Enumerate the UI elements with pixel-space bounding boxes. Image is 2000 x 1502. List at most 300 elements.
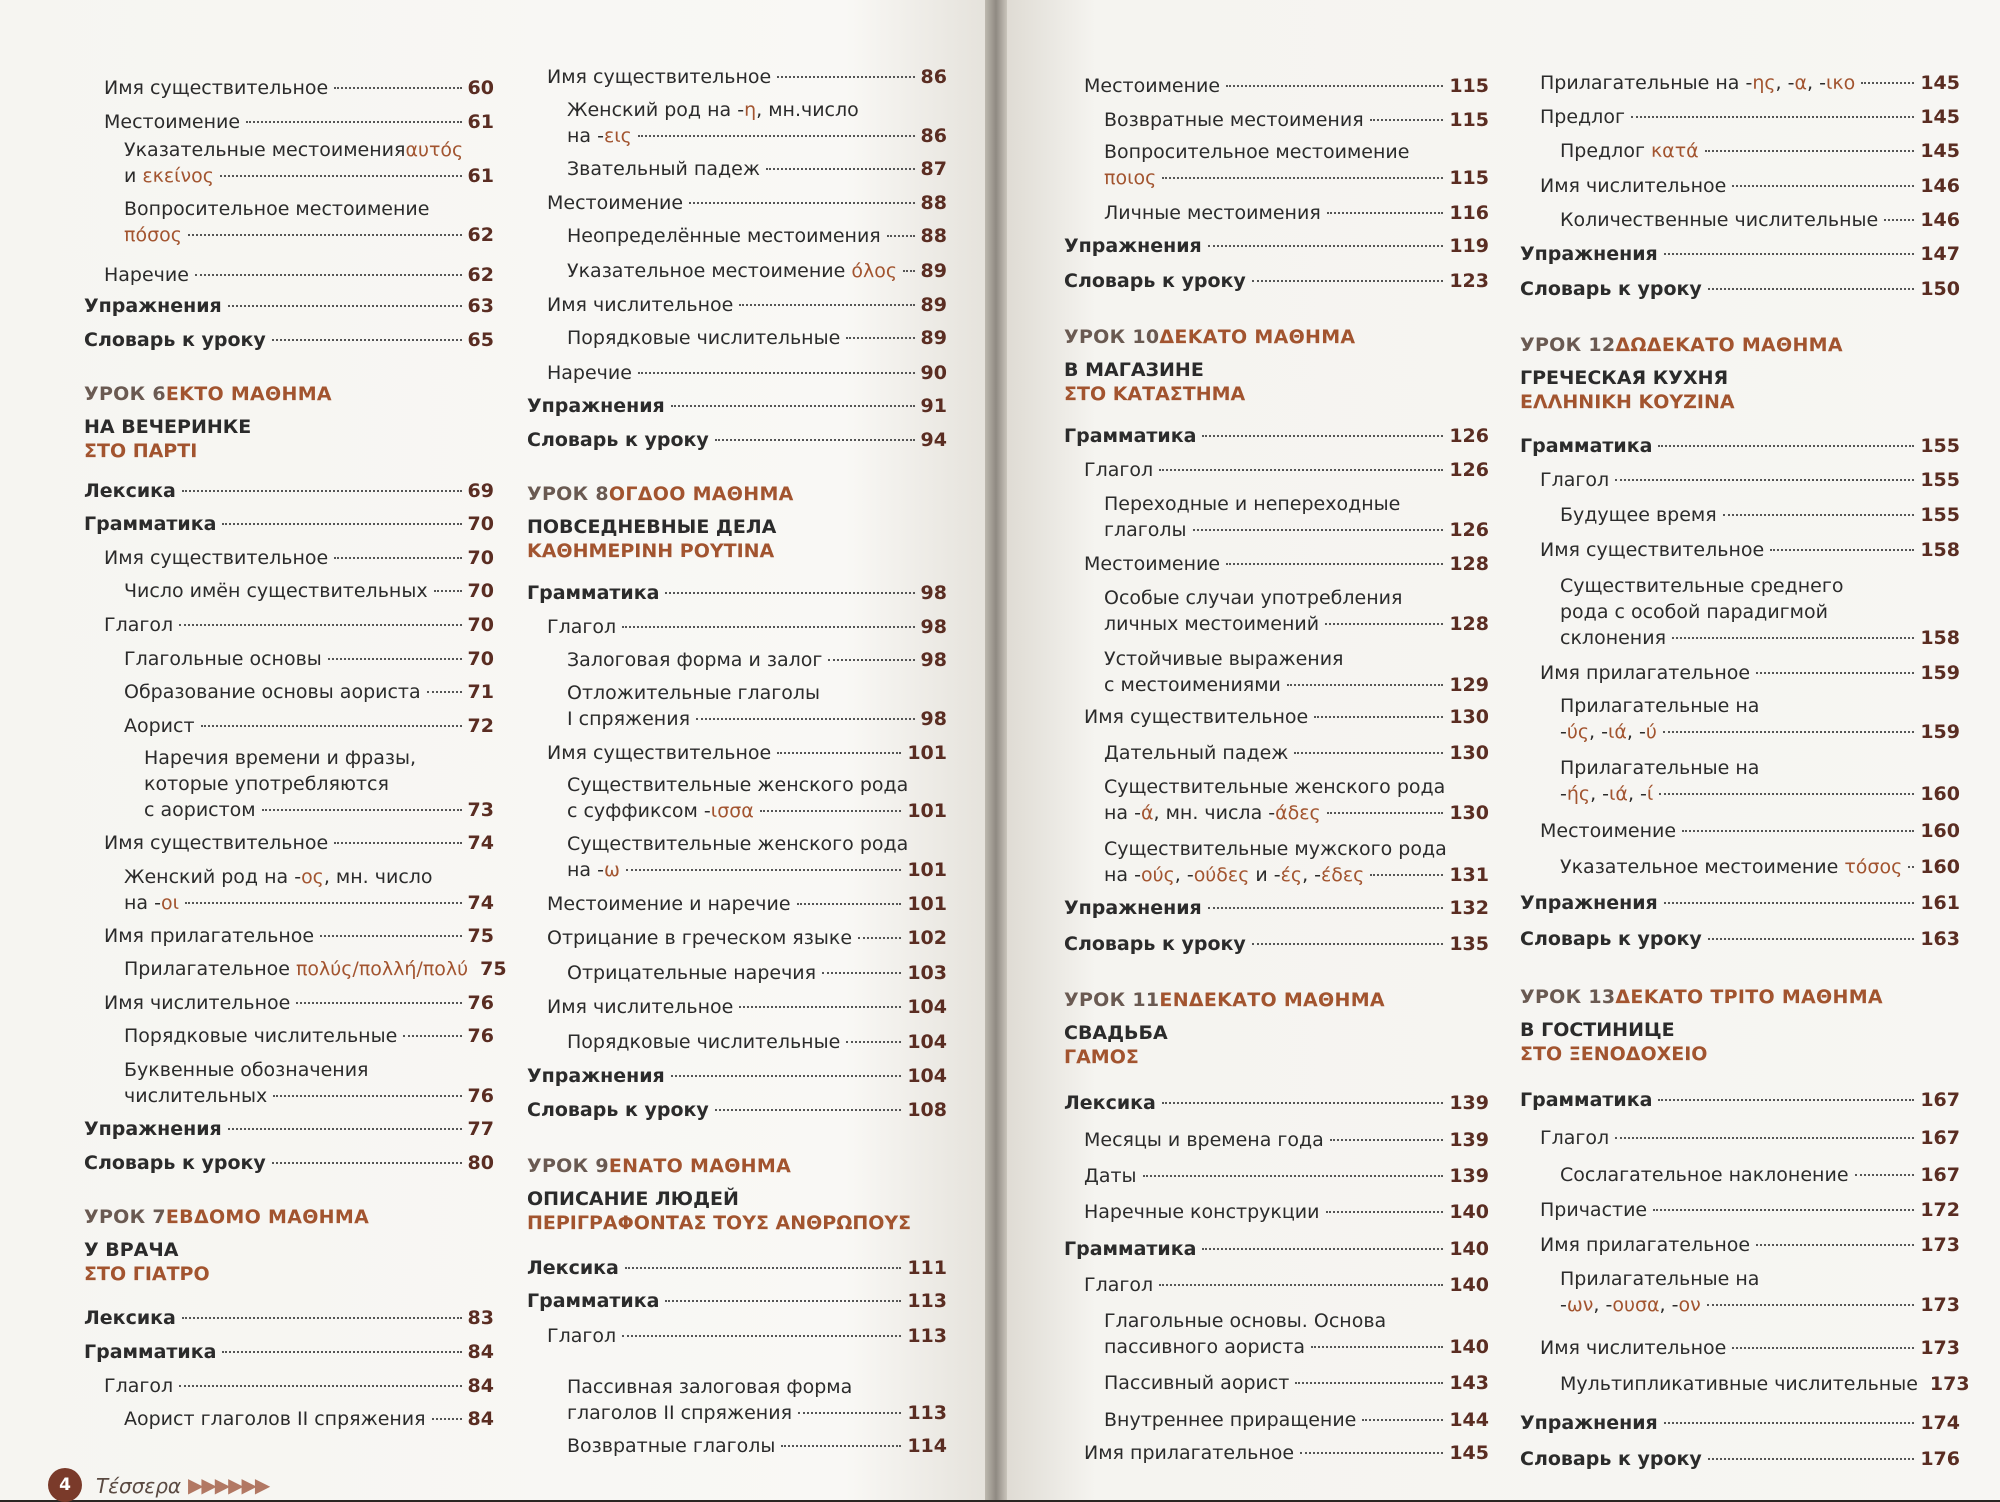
toc-entry[interactable]	[1540, 1232, 1960, 1258]
toc-entry[interactable]	[124, 163, 494, 189]
toc-entry[interactable]	[84, 478, 494, 504]
toc-entry[interactable]	[527, 580, 947, 606]
entry-label	[124, 713, 195, 739]
dot-leader	[1705, 150, 1915, 152]
toc-entry[interactable]	[1104, 165, 1489, 191]
toc-entry[interactable]	[1064, 895, 1489, 921]
toc-entry[interactable]	[567, 258, 947, 284]
dot-leader	[1682, 830, 1914, 832]
dot-leader	[1295, 1382, 1443, 1384]
toc-entry[interactable]	[1540, 1125, 1960, 1151]
entry-label	[1064, 1236, 1196, 1262]
entry-label	[1560, 719, 1657, 745]
page-number: 83	[467, 1307, 494, 1329]
toc-entry[interactable]	[1084, 73, 1489, 99]
entry-text: Сослагательное наклонение	[1560, 1164, 1849, 1186]
toc-entry[interactable]	[1520, 890, 1960, 916]
page-number: 144	[1449, 1409, 1489, 1431]
entry-line	[1104, 836, 1447, 862]
entry-label	[124, 890, 179, 916]
toc-entry[interactable]	[1064, 268, 1489, 294]
dot-leader	[1362, 1419, 1443, 1421]
entry-text: Наречие	[104, 264, 189, 286]
page-number-badge: 4	[48, 1468, 82, 1502]
page-number: 145	[1920, 140, 1960, 162]
toc-entry[interactable]	[1520, 1410, 1960, 1436]
toc-entry[interactable]	[1084, 457, 1489, 483]
dot-leader	[1327, 212, 1444, 214]
toc-entry[interactable]	[567, 1433, 947, 1459]
greek-term: πόσος	[124, 224, 182, 246]
page-number: 74	[467, 832, 494, 854]
toc-entry[interactable]	[1104, 107, 1489, 133]
toc-entry[interactable]	[547, 190, 947, 216]
toc-entry[interactable]	[1064, 1090, 1489, 1116]
dot-leader	[188, 234, 462, 236]
entry-label	[1540, 537, 1764, 563]
toc-entry[interactable]	[547, 925, 947, 951]
entry-label	[567, 223, 881, 249]
dot-leader	[1252, 280, 1444, 282]
dot-leader	[1330, 1139, 1444, 1141]
toc-entry[interactable]	[124, 646, 494, 672]
entry-text: рода с особой парадигмой	[1560, 601, 1828, 623]
toc-entry[interactable]	[144, 797, 494, 823]
toc-entry[interactable]	[1104, 1370, 1489, 1396]
dot-leader	[222, 523, 461, 525]
entry-text: Причастие	[1540, 1199, 1648, 1221]
page-number: 84	[467, 1341, 494, 1363]
page-number: 119	[1449, 235, 1489, 257]
entry-label	[567, 857, 620, 883]
toc-entry[interactable]	[1520, 1087, 1960, 1113]
toc-entry[interactable]	[1104, 200, 1489, 226]
toc-entry[interactable]	[547, 64, 947, 90]
greek-term: ον	[1678, 1294, 1701, 1316]
toc-entry[interactable]	[1520, 433, 1960, 459]
toc-entry[interactable]	[124, 1023, 494, 1049]
page-number: 70	[467, 614, 494, 636]
dot-leader	[846, 1041, 901, 1043]
entry-label	[84, 1305, 176, 1331]
dot-leader	[1159, 1284, 1443, 1286]
page-number: 139	[1449, 1129, 1489, 1151]
lesson-title	[1064, 358, 1245, 406]
entry-text: Внутреннее приращение	[1104, 1409, 1357, 1431]
entry-line	[1560, 573, 1843, 599]
toc-entry[interactable]	[1084, 1127, 1489, 1153]
entry-label	[567, 1029, 840, 1055]
page-number: 132	[1449, 897, 1489, 919]
toc-entry[interactable]	[124, 1406, 494, 1432]
toc-entry[interactable]	[567, 1029, 947, 1055]
entry-text: Возвратные глаголы	[567, 1435, 776, 1457]
dot-leader	[1159, 469, 1443, 471]
page-number: 145	[1449, 1442, 1489, 1464]
lesson-title-el: ΣΤΟ ΓΙΑΤΡΟ	[84, 1263, 210, 1285]
entry-label	[1104, 672, 1281, 698]
lesson-greek: ΕΒΔΟΜΟ ΜΑΘΗΜΑ	[165, 1206, 370, 1228]
lesson-title	[84, 1238, 210, 1286]
page-number: 160	[1920, 820, 1960, 842]
toc-entry[interactable]	[1104, 1407, 1489, 1433]
dot-leader	[671, 405, 915, 407]
entry-label	[84, 1116, 222, 1142]
toc-entry[interactable]	[1540, 1335, 1960, 1361]
toc-entry[interactable]	[547, 614, 947, 640]
entry-text: Наречные конструкции	[1084, 1201, 1320, 1223]
entry-text: , мн.число	[756, 99, 859, 121]
entry-text: Глагол	[1084, 459, 1154, 481]
entry-text: Глагол	[104, 1375, 174, 1397]
lesson-heading	[1064, 326, 1355, 348]
entry-line	[1560, 599, 1828, 625]
lesson-title	[1520, 1018, 1707, 1066]
toc-entry[interactable]	[1540, 818, 1960, 844]
toc-entry[interactable]	[567, 857, 947, 883]
toc-entry[interactable]	[1560, 207, 1960, 233]
entry-text: Глагол	[547, 1325, 617, 1347]
entry-label	[124, 956, 468, 982]
toc-entry[interactable]	[547, 1323, 947, 1349]
toc-entry[interactable]	[104, 109, 494, 135]
page-number: 113	[907, 1290, 947, 1312]
toc-entry[interactable]	[1560, 854, 1960, 880]
toc-entry[interactable]	[1084, 704, 1489, 730]
toc-entry[interactable]	[547, 292, 947, 318]
lesson-title-el: ΣΤΟ ΞΕΝΟΔΟΧΕΙΟ	[1520, 1043, 1708, 1065]
page-number: 174	[1920, 1412, 1960, 1434]
toc-entry[interactable]	[84, 1116, 494, 1142]
page-number: 102	[907, 927, 947, 949]
entry-label	[104, 109, 240, 135]
entry-text: Указательное местоимение	[1560, 856, 1845, 878]
entry-text: Упражнения	[1520, 892, 1658, 914]
page-number: 77	[467, 1118, 494, 1140]
dot-leader	[195, 274, 462, 276]
toc-entry[interactable]	[1104, 740, 1489, 766]
entry-line	[124, 1057, 368, 1083]
toc-entry[interactable]	[1560, 138, 1960, 164]
page-number: 130	[1449, 742, 1489, 764]
entry-line	[567, 831, 908, 857]
page-number: 101	[907, 859, 947, 881]
dot-leader	[739, 1006, 901, 1008]
page-number: 155	[1920, 504, 1960, 526]
toc-entry[interactable]	[1540, 70, 1960, 96]
entry-line	[1104, 139, 1409, 165]
toc-entry[interactable]	[1520, 276, 1960, 302]
dot-leader	[1708, 938, 1915, 940]
dot-leader	[1708, 288, 1915, 290]
toc-entry[interactable]	[567, 706, 947, 732]
dot-leader	[1208, 907, 1444, 909]
greek-term: η	[744, 99, 757, 121]
entry-text: Местоимение	[1084, 75, 1221, 97]
toc-entry[interactable]	[124, 956, 507, 982]
page-number: 84	[467, 1408, 494, 1430]
entry-text: Грамматика	[1520, 1089, 1653, 1111]
entry-label	[84, 293, 222, 319]
page-number: 126	[1449, 425, 1489, 447]
toc-entry[interactable]	[567, 223, 947, 249]
toc-entry[interactable]	[1540, 467, 1960, 493]
toc-entry[interactable]	[1560, 1371, 1970, 1397]
entry-label	[104, 545, 328, 571]
toc-entry[interactable]	[84, 1150, 494, 1176]
toc-entry[interactable]	[547, 891, 947, 917]
page-number: 172	[1920, 1199, 1960, 1221]
toc-entry[interactable]	[527, 1288, 947, 1314]
toc-entry[interactable]	[567, 156, 947, 182]
entry-label	[547, 614, 616, 640]
page-number: 135	[1449, 933, 1489, 955]
toc-entry[interactable]	[1560, 502, 1960, 528]
toc-entry[interactable]	[124, 222, 494, 248]
page-number: 76	[467, 1085, 494, 1107]
toc-entry[interactable]	[1084, 1199, 1489, 1225]
entry-label	[547, 740, 771, 766]
entry-text: Словарь к уроку	[84, 329, 266, 351]
entry-text: Существительные мужского рода	[1104, 838, 1447, 860]
toc-entry[interactable]	[1064, 423, 1489, 449]
toc-entry[interactable]	[527, 1255, 947, 1281]
entry-label	[1084, 1199, 1320, 1225]
toc-entry[interactable]	[1104, 1334, 1489, 1360]
lesson-title-ru: ГРЕЧЕСКАЯ КУХНЯ	[1520, 367, 1729, 389]
lesson-title	[1520, 366, 1735, 414]
entry-label	[1540, 467, 1609, 493]
toc-entry[interactable]	[84, 1305, 494, 1331]
toc-entry[interactable]	[1560, 781, 1960, 807]
greek-term: ης	[1752, 72, 1776, 94]
entry-text: Личные местоимения	[1104, 202, 1321, 224]
toc-entry[interactable]	[567, 123, 947, 149]
entry-text: Грамматика	[1064, 425, 1197, 447]
entry-text: Грамматика	[84, 513, 217, 535]
toc-entry[interactable]	[1084, 551, 1489, 577]
toc-entry[interactable]	[1064, 931, 1489, 957]
entry-text: , -	[1775, 72, 1795, 94]
toc-entry[interactable]	[124, 578, 494, 604]
page-number: 71	[467, 681, 494, 703]
dot-leader	[262, 809, 462, 811]
toc-entry[interactable]	[1540, 1197, 1960, 1223]
entry-text: Упражнения	[84, 295, 222, 317]
toc-entry[interactable]	[1540, 173, 1960, 199]
toc-entry[interactable]	[1084, 1163, 1489, 1189]
page-number: 159	[1920, 721, 1960, 743]
entry-label	[144, 797, 256, 823]
toc-entry[interactable]	[1104, 672, 1489, 698]
page-number: 126	[1449, 519, 1489, 541]
toc-entry[interactable]	[1064, 1236, 1489, 1262]
entry-text: Имя прилагательное	[104, 925, 315, 947]
toc-entry[interactable]	[1540, 104, 1960, 130]
toc-entry[interactable]	[104, 262, 494, 288]
toc-entry[interactable]	[1540, 537, 1960, 563]
toc-entry[interactable]	[84, 1339, 494, 1365]
page-number: 90	[920, 362, 947, 384]
entry-text: Глагол	[104, 614, 174, 636]
entry-text: , -	[1589, 721, 1608, 743]
dot-leader	[1370, 874, 1443, 876]
lesson-title-el: ΕΛΛΗΝΙΚΗ ΚΟΥΖΙΝΑ	[1520, 391, 1735, 413]
toc-entry[interactable]	[527, 393, 947, 419]
dot-leader	[272, 339, 462, 341]
dot-leader	[797, 903, 902, 905]
entry-text: числительных	[124, 1085, 268, 1107]
page-number: 98	[920, 582, 947, 604]
page-number: 130	[1449, 802, 1489, 824]
greek-term: κατά	[1650, 140, 1699, 162]
lesson-number: УРОК 9	[527, 1155, 609, 1177]
entry-text: Имя числительное	[547, 996, 734, 1018]
entry-text: Даты	[1084, 1165, 1137, 1187]
page-number: 84	[467, 1375, 494, 1397]
entry-line	[124, 196, 429, 222]
dot-leader	[715, 439, 915, 441]
toc-entry[interactable]	[1540, 660, 1960, 686]
entry-text: Местоимение и наречие	[547, 893, 791, 915]
toc-entry[interactable]	[104, 990, 494, 1016]
toc-entry[interactable]	[547, 360, 947, 386]
toc-entry[interactable]	[84, 293, 494, 319]
entry-label	[1104, 740, 1288, 766]
entry-text: -	[1560, 721, 1567, 743]
toc-entry[interactable]	[1104, 611, 1489, 637]
entry-text: Прилагательные на	[1560, 695, 1760, 717]
toc-entry[interactable]	[1104, 800, 1489, 826]
page-number: 115	[1449, 167, 1489, 189]
entry-label	[1560, 1371, 1918, 1397]
toc-entry[interactable]	[124, 713, 494, 739]
toc-entry[interactable]	[1104, 517, 1489, 543]
lesson-title-el: ΓΑΜΟΣ	[1064, 1046, 1139, 1068]
entry-text: Глагол	[547, 616, 617, 638]
toc-entry[interactable]	[1520, 241, 1960, 267]
dot-leader	[228, 305, 462, 307]
entry-text: Женский род на -	[124, 866, 302, 888]
dot-leader	[1770, 549, 1914, 551]
toc-entry[interactable]	[104, 923, 494, 949]
toc-entry[interactable]	[104, 75, 494, 101]
entry-text: Глагол	[1540, 469, 1610, 491]
toc-entry[interactable]	[1084, 1272, 1489, 1298]
dot-leader	[1615, 1137, 1914, 1139]
toc-entry[interactable]	[1064, 233, 1489, 259]
dot-leader	[320, 935, 461, 937]
page-number: 62	[467, 224, 494, 246]
entry-text: Вопросительное местоимение	[1104, 141, 1410, 163]
toc-entry[interactable]	[124, 679, 494, 705]
entry-label	[124, 578, 428, 604]
entry-text: , -	[1626, 721, 1646, 743]
entry-line	[567, 1374, 852, 1400]
entry-line	[1104, 774, 1445, 800]
entry-text: Имя существительное	[104, 77, 329, 99]
page-number: 139	[1449, 1165, 1489, 1187]
greek-term: ισσα	[710, 800, 754, 822]
greek-term: ές	[1280, 864, 1303, 886]
page-number: 75	[467, 925, 494, 947]
greek-term: ούς	[1140, 864, 1175, 886]
entry-label	[567, 123, 632, 149]
toc-entry[interactable]	[527, 1063, 947, 1089]
lesson-title	[527, 1187, 911, 1235]
toc-entry[interactable]	[1104, 862, 1489, 888]
lesson-heading	[527, 483, 794, 505]
page-number: 145	[1920, 106, 1960, 128]
toc-entry[interactable]	[567, 647, 947, 673]
page-number: 73	[467, 799, 494, 821]
greek-term: ής	[1566, 783, 1591, 805]
page-number: 70	[467, 547, 494, 569]
entry-text: Вопросительное местоимение	[124, 198, 430, 220]
entry-line	[1560, 1266, 1759, 1292]
toc-entry[interactable]	[1520, 1446, 1960, 1472]
toc-entry[interactable]	[104, 1373, 494, 1399]
toc-entry[interactable]	[1560, 1292, 1960, 1318]
greek-term: ιά	[1607, 721, 1627, 743]
entry-label	[1540, 173, 1726, 199]
toc-entry[interactable]	[104, 830, 494, 856]
dot-leader	[1664, 1422, 1915, 1424]
dot-leader	[1327, 812, 1444, 814]
toc-entry[interactable]	[1560, 719, 1960, 745]
entry-text: Предлог	[1560, 140, 1651, 162]
page-number: 61	[467, 165, 494, 187]
toc-entry[interactable]	[104, 612, 494, 638]
dot-leader	[1908, 866, 1914, 868]
entry-line	[1560, 693, 1759, 719]
toc-entry[interactable]	[527, 427, 947, 453]
toc-entry[interactable]	[124, 1083, 494, 1109]
toc-entry[interactable]	[1520, 926, 1960, 952]
toc-entry[interactable]	[84, 511, 494, 537]
entry-text: с местоимениями	[1104, 674, 1281, 696]
toc-entry[interactable]	[567, 798, 947, 824]
entry-label	[1104, 1370, 1289, 1396]
entry-text: Словарь к уроку	[527, 429, 709, 451]
toc-entry[interactable]	[1560, 1162, 1960, 1188]
entry-text: Упражнения	[1520, 243, 1658, 265]
page-number: 128	[1449, 553, 1489, 575]
greek-term: ουσα	[1612, 1294, 1660, 1316]
dot-leader	[777, 76, 914, 78]
toc-entry[interactable]	[567, 325, 947, 351]
page-number: 70	[467, 580, 494, 602]
lesson-title-el: ΣΤΟ ΚΑΤΑΣΤΗΜΑ	[1064, 383, 1246, 405]
entry-text: Звательный падеж	[567, 158, 760, 180]
toc-entry[interactable]	[547, 994, 947, 1020]
toc-entry[interactable]	[567, 1400, 947, 1426]
toc-entry[interactable]	[567, 960, 947, 986]
toc-entry[interactable]	[84, 327, 494, 353]
dot-leader	[1202, 435, 1443, 437]
toc-entry[interactable]	[547, 740, 947, 766]
toc-entry[interactable]	[124, 890, 494, 916]
toc-entry[interactable]	[527, 1097, 947, 1123]
entry-label	[104, 75, 328, 101]
entry-text: Наречия времени и фразы,	[144, 747, 416, 769]
toc-entry[interactable]	[1560, 625, 1960, 651]
toc-entry[interactable]	[1084, 1440, 1489, 1466]
greek-term: άδες	[1275, 802, 1321, 824]
toc-entry[interactable]	[104, 545, 494, 571]
page-number: 113	[907, 1325, 947, 1347]
entry-text: Аорист	[124, 715, 195, 737]
